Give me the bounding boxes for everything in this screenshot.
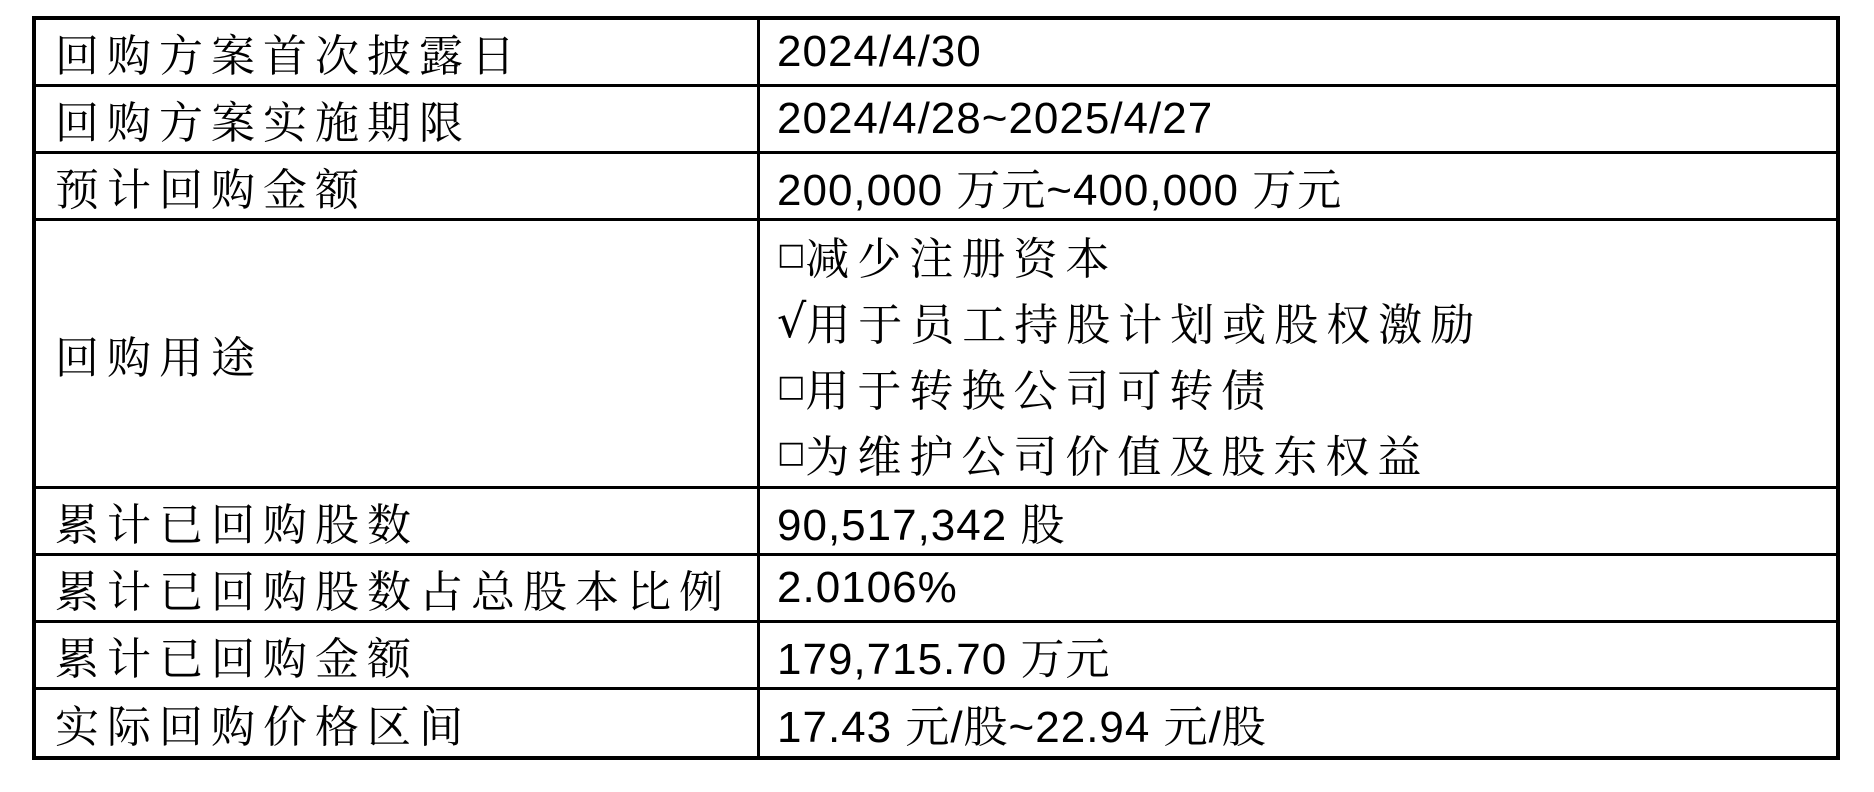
row-value: 179,715.70 万元 [777, 635, 1111, 684]
purpose-option-label: 为维护公司价值及股东权益 [805, 431, 1430, 483]
purpose-option [777, 222, 1836, 288]
row-label: 预计回购金额 [36, 154, 760, 218]
table-row-planned-amount [36, 154, 1836, 221]
buyback-purpose-options [760, 221, 1836, 486]
checkbox-unchecked-icon: □ [777, 368, 806, 404]
purpose-option-label: 用于转换公司可转债 [805, 365, 1274, 417]
row-value: 90,517,342 股 [777, 501, 1066, 550]
purpose-option-label: 减少注册资本 [805, 233, 1118, 285]
purpose-option [777, 288, 1836, 354]
table-row-buyback-purpose [36, 221, 1836, 489]
row-label: 回购方案首次披露日 [36, 20, 760, 84]
table-row-first-disclosure-date [36, 20, 1836, 87]
buyback-disclosure-table [32, 16, 1840, 760]
table-row-cumulative-amount [36, 623, 1836, 690]
row-value: 2024/4/30 [777, 27, 982, 76]
purpose-option-label: 用于员工持股计划或股权激励 [806, 299, 1483, 351]
table-row-implementation-period [36, 87, 1836, 154]
table-row-share-ratio [36, 556, 1836, 623]
row-label: 实际回购价格区间 [36, 690, 760, 756]
row-label: 回购方案实施期限 [36, 87, 760, 151]
row-label: 回购用途 [36, 221, 760, 486]
row-value: 2.0106% [777, 563, 958, 612]
purpose-option [777, 354, 1836, 420]
table-row-actual-price-range [36, 690, 1836, 756]
row-label: 累计已回购股数占总股本比例 [36, 556, 760, 620]
row-value: 2024/4/28~2025/4/27 [777, 94, 1214, 143]
purpose-option [777, 420, 1836, 486]
checkbox-unchecked-icon: □ [777, 236, 806, 272]
row-value: 200,000 万元~400,000 万元 [777, 166, 1343, 215]
row-label: 累计已回购金额 [36, 623, 760, 687]
row-label: 累计已回购股数 [36, 489, 760, 553]
checkbox-unchecked-icon: □ [777, 434, 806, 470]
row-value: 17.43 元/股~22.94 元/股 [777, 703, 1267, 752]
checkbox-checked-icon: √ [777, 293, 807, 348]
table-row-cumulative-shares [36, 489, 1836, 556]
